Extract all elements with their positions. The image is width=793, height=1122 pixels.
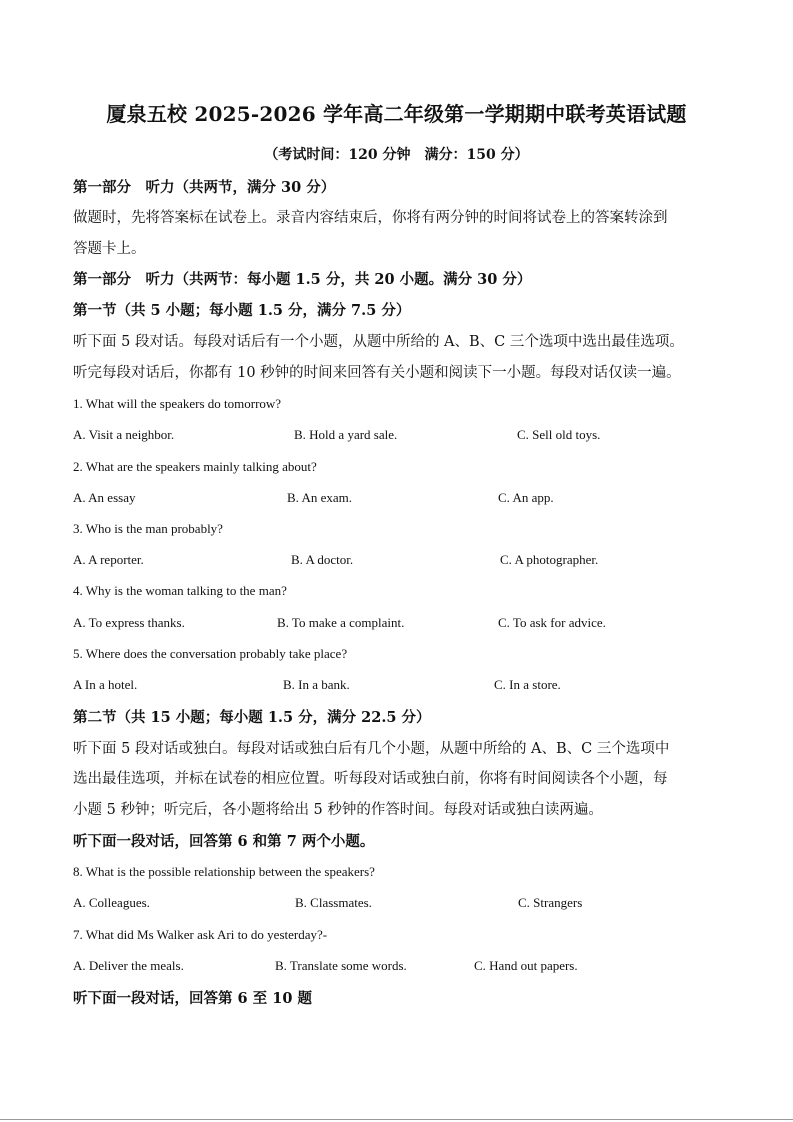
question-7: 7. What did Ms Walker ask Ari to do yesterday?- bbox=[73, 927, 328, 942]
q2-option-c: C. An app. bbox=[498, 490, 554, 505]
section2-instructions-line-1: 听下面 5 段对话或独白。每段对话或独白后有几个小题，从题中所给的 A、B、C 三个选项中 bbox=[73, 741, 670, 757]
q2-option-a: A. An essay bbox=[73, 490, 136, 505]
q1-option-b: B. Hold a yard sale. bbox=[294, 427, 398, 442]
section1-heading: 第一节（共 5 小题；每小题 1.5 分，满分 7.5 分） bbox=[73, 302, 411, 319]
part1-heading: 第一部分 听力（共两节，满分 30 分） bbox=[73, 179, 336, 196]
q7-option-a: A. Deliver the meals. bbox=[73, 958, 184, 973]
q3-option-a: A. A reporter. bbox=[73, 552, 144, 567]
question-3: 3. Who is the man probably? bbox=[73, 521, 223, 536]
q4-option-a: A. To express thanks. bbox=[73, 615, 185, 630]
section1-instructions-line-2: 听完每段对话后，你都有 10 秒钟的时间来回答有关小题和阅读下一小题。每段对话仅读一遍。 bbox=[73, 365, 681, 381]
q1-option-a: A. Visit a neighbor. bbox=[73, 427, 175, 442]
question-8: 8. What is the possible relationship between the speakers? bbox=[73, 864, 375, 879]
q8-option-c: C. Strangers bbox=[518, 895, 583, 910]
q3-option-b: B. A doctor. bbox=[291, 552, 354, 567]
question-4: 4. Why is the woman talking to the man? bbox=[73, 583, 287, 598]
part1-heading-2: 第一部分 听力（共两节：每小题 1.5 分，共 20 小题。满分 30 分） bbox=[73, 271, 532, 288]
question-1: 1. What will the speakers do tomorrow? bbox=[73, 396, 282, 411]
section2-instructions-line-2: 选出最佳选项，并标在试卷的相应位置。听每段对话或独白前，你将有时间阅读各个小题，每 bbox=[73, 771, 668, 787]
section1-instructions-line-1: 听下面 5 段对话。每段对话后有一个小题，从题中所给的 A、B、C 三个选项中选出最佳选项。 bbox=[73, 334, 684, 350]
q8-option-b: B. Classmates. bbox=[295, 895, 372, 910]
instructions-line-2: 答题卡上。 bbox=[73, 241, 146, 257]
q5-option-c: C. In a store. bbox=[494, 677, 561, 692]
section2-instructions-line-3: 小题 5 秒钟；听完后，各小题将给出 5 秒钟的作答时间。每段对话或独白读两遍。 bbox=[73, 802, 603, 818]
dialogue-6-10-heading: 听下面一段对话，回答第 6 至 10 题 bbox=[73, 990, 312, 1007]
q7-option-b: B. Translate some words. bbox=[275, 958, 407, 973]
dialogue-6-7-heading: 听下面一段对话，回答第 6 和第 7 两个小题。 bbox=[73, 833, 375, 850]
question-2: 2. What are the speakers mainly talking about? bbox=[73, 459, 317, 474]
q4-option-b: B. To make a complaint. bbox=[277, 615, 405, 630]
q1-option-c: C. Sell old toys. bbox=[517, 427, 601, 442]
q7-option-c: C. Hand out papers. bbox=[474, 958, 578, 973]
instructions-line-1: 做题时，先将答案标在试卷上。录音内容结束后，你将有两分钟的时间将试卷上的答案转涂到 bbox=[73, 210, 668, 226]
exam-title: 厦泉五校 2025-2026 学年高二年级第一学期期中联考英语试题 bbox=[106, 102, 687, 126]
question-5: 5. Where does the conversation probably take place? bbox=[73, 646, 348, 661]
section2-heading: 第二节（共 15 小题；每小题 1.5 分，满分 22.5 分） bbox=[73, 709, 431, 726]
q3-option-c: C. A photographer. bbox=[500, 552, 599, 567]
page-bottom-rule bbox=[0, 1119, 793, 1120]
q4-option-c: C. To ask for advice. bbox=[498, 615, 606, 630]
q5-option-a: A In a hotel. bbox=[73, 677, 138, 692]
q8-option-a: A. Colleagues. bbox=[73, 895, 150, 910]
exam-subtitle: （考试时间：120 分钟 满分：150 分） bbox=[264, 147, 529, 163]
q2-option-b: B. An exam. bbox=[287, 490, 352, 505]
q5-option-b: B. In a bank. bbox=[283, 677, 350, 692]
